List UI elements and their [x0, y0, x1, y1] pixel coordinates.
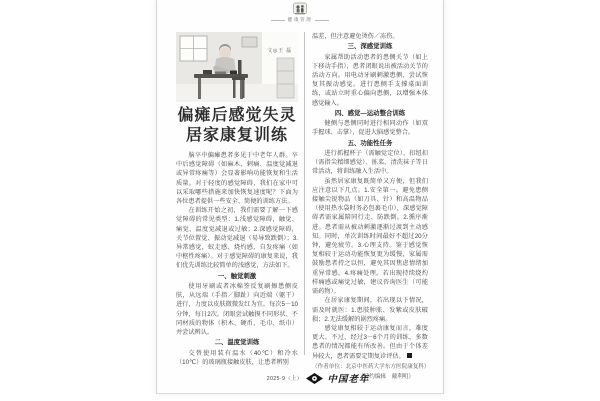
masthead — [157, 2, 443, 23]
magazine-name: 中国老年 — [327, 375, 370, 385]
article-title — [176, 106, 298, 146]
page-footer — [175, 371, 461, 385]
paragraph: 温差，但注意避免烫伤／冻伤。 — [312, 33, 399, 40]
article-illustration — [176, 32, 298, 102]
seal-stamp-icon — [292, 2, 308, 16]
section-heading: 二、温度觉训练 — [214, 339, 260, 347]
title-line-1: 偏瘫后感觉失灵 — [177, 107, 297, 124]
article-end-mark-icon — [407, 353, 412, 358]
paragraph: 进行抓握杯子（需触觉定位）、扣纽扣（需指尖精细感觉）、拣菜、清洗袜子等日常活动，将训练融入生活中。 — [312, 150, 428, 176]
paragraph: 在居家康复期间，若出现以下情况，需及时就医：1.患肢肿胀、发紫或皮肤破损；2.无法缓解的剧烈疼痛。 — [312, 297, 428, 323]
caption-rule-left — [271, 20, 285, 21]
section-heading: 四、感觉—运动整合训练 — [334, 109, 406, 117]
paragraph: 健侧与患侧同时进行相同动作（如双手握球、击掌），促进大脑感觉整合。 — [312, 120, 428, 137]
illustration-scene-icon — [176, 32, 298, 102]
diamond-badge-icon — [306, 373, 323, 384]
paragraph: 使用牙刷或者冰棉签反复刷擦患侧皮肤，从远端（手指／脚趾）向近端（躯干）进行，力度以皮肤微微发红为宜。每次5－10分钟，每日2次。闭眼尝试触摸不同形状、不同材质的物体（积木、硬币、毛巾、纸巾）并尝试辨认。 — [176, 283, 298, 337]
column-divider — [304, 32, 305, 355]
paragraph: 在训练开始之初，我们需要了解一下感觉障碍的常见类型：1.浅感觉障碍，触觉、痛觉、温度觉减退或过敏；2.深感觉障碍，关节位置觉、振动觉减退（易导致跌倒）；3.异常感觉，蚁走感、烧灼感、自发疼痛（如中枢性疼痛）。对于感觉障碍的康复来说，我们优先训练比较简单的浅感觉，方法如下。 — [176, 207, 298, 270]
left-column — [176, 30, 298, 366]
section-caption-row — [157, 17, 443, 23]
section-label: 健康管理 — [287, 17, 313, 22]
section-heading: 三、深感觉训练 — [347, 43, 393, 51]
paragraph — [312, 324, 428, 361]
byline: 文◎王 磊 — [267, 48, 292, 54]
paragraph: 脑卒中偏瘫患者多见于中老年人群。卒中后感觉障碍（如麻木、刺痛、温度觉减退或异常疼痛等）会显著影响功能恢复和生活质量。对于轻度的感觉障碍，我们在家中可以采取哪些措施来加快恢复速度呢？下面为各位患者提供一些安全、简便的训练方法。 — [176, 152, 298, 206]
paragraph: 交替使用装有温水（40℃）和冷水（10℃）的玻璃瓶接触皮肤，让患者辨别 — [176, 349, 298, 366]
author-affiliation: （作者单位：北京中医药大学东方医院康复科） — [312, 363, 430, 370]
section-heading: 五、功能性任务 — [347, 139, 393, 147]
issue-label: 2025·9（上） — [266, 376, 303, 382]
section-heading: 一、触觉刺激 — [217, 272, 257, 280]
magazine-page — [156, 0, 444, 394]
title-line-2: 居家康复训练 — [185, 127, 288, 144]
paragraph: 虽然居家康复既简单又方便，但我们应注意以下几点。1.安全第一。避免患侧接触尖锐物品（如刀具、针）和高温物品（使用热水袋时务必包裹毛巾），深感觉障碍者需家属陪同行走、防跌倒。2.循序渐进。患者需从被动刺激逐渐过渡到主动感知。同时，单次训练时间最好不超过20分钟，避免疲劳。3.心理支持。鉴于感觉恢复相较于运动功能恢复更为缓慢，家属需鼓励患者持之以恒，避免其因焦虑情绪加重异常感。4.疼痛处理。若出现持续烧灼样痛感或痛觉过敏，建议咨询医生（可能需药物）。 — [312, 177, 428, 296]
editor-credit: （特约编辑 戴利明） — [358, 374, 414, 381]
paragraph: 家属帮助活动患者的患侧关节（如上下移动手指），患者闭眼说出被活动关节的活动方向。用电动牙刷刺激患侧，尝试恢复其振动感觉。进行患侧手支撑桌面训练，或站立时重心偏向患侧，以增强本体感觉输入。 — [312, 53, 428, 107]
paragraph-text: 感觉康复相较于运动康复而言，难度更大。不过，经过3－6个月的训练，多数患者的情况都能有所改善。但由于个体差异较大，患者需要定期复诊评估。 — [312, 324, 428, 360]
caption-rule-right — [315, 20, 329, 21]
